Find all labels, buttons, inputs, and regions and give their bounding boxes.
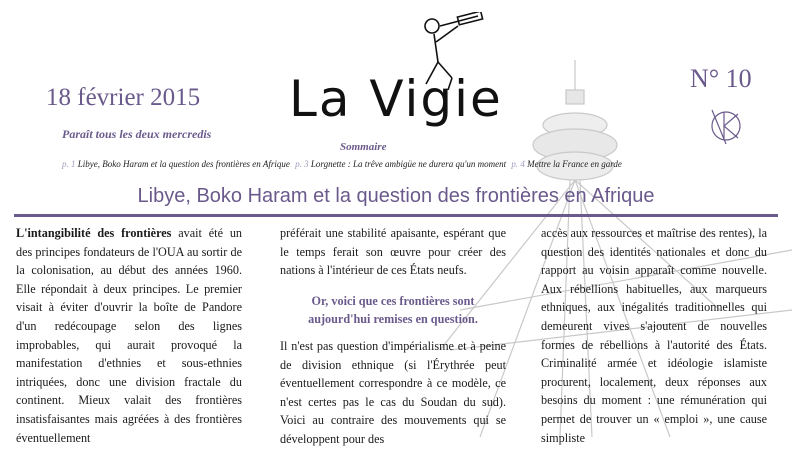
headline-divider bbox=[14, 214, 778, 217]
pull-quote: Or, voici que ces frontières sont aujourd'hui remises en question. bbox=[308, 293, 478, 327]
toc-page-number: p. 1 bbox=[62, 159, 76, 169]
toc-item-title: Lorgnette : La trêve ambigüe ne durera qu'un moment bbox=[310, 159, 507, 169]
article-lead-in: L'intangibilité des frontières bbox=[16, 226, 172, 240]
article-paragraph: préférait une stabilité apaisante, espérant que le temps ferait son œuvre pour créer des nations à l'intérieur de ces États neufs. bbox=[280, 226, 506, 278]
toc-item-title: Mettre la France en garde bbox=[527, 159, 622, 169]
toc-item[interactable] bbox=[511, 159, 622, 169]
article-column-2 bbox=[280, 224, 506, 449]
article-column-3 bbox=[541, 224, 767, 447]
article-paragraph: accès aux ressources et maîtrise des rentes), la question des identités nationales et donc du rapport au voisin apparaît comme nouvelle. Aux rébellions habituelles, aux marqueurs ethniques, aux inégalités traditionnelles qui demeurent vives s'ajoutent de nouvelles formes de rébellions à l'autorité des États. Criminalité armée et idéologie islamiste procurent, localement, deux réponses aux besoins du moment : une rémunération qui permet de trouver un « emploi », une cause simpliste bbox=[541, 226, 767, 445]
article-headline: Libye, Boko Haram et la question des frontières en Afrique bbox=[137, 185, 655, 207]
newspaper-title: La Vigie bbox=[289, 70, 503, 128]
issue-date: 18 février 2015 bbox=[46, 84, 201, 111]
vk-monogram-icon bbox=[706, 104, 746, 148]
issue-number: N° 10 bbox=[690, 64, 752, 93]
sommaire-label: Sommaire bbox=[340, 141, 387, 153]
toc-page-number: p. 4 bbox=[511, 159, 525, 169]
article-text: avait été un des principes fondateurs de l'OUA au sortir de la colonisation, au début des années 1960. Elle répondait à deux principes. Le premier visait à éviter d'ouvrir la boîte de Pandore d'un redécoupage selon des lignes improbables, qui aurait provoqué la manifestation d'ethnies et sous-ethnies intriquées, donc une division fractale du continent. Mieux valait des frontières insatisfaisantes mais agréées à des frontières éventuellement bbox=[16, 226, 243, 445]
table-of-contents bbox=[62, 159, 625, 169]
article-paragraph bbox=[16, 224, 242, 447]
toc-page-number: p. 3 bbox=[295, 159, 309, 169]
toc-item[interactable] bbox=[62, 159, 292, 169]
toc-item[interactable] bbox=[295, 159, 508, 169]
publication-frequency: Paraît tous les deux mercredis bbox=[62, 127, 212, 141]
toc-item-title: Libye, Boko Haram et la question des frontières en Afrique bbox=[77, 159, 290, 169]
article-paragraph: Il n'est pas question d'impérialisme et à peine de division ethnique (si l'Érythrée peut éventuellement correspondre à ce modèle, ce n'est certes pas le cas du Soudan du sud). Voici au contraire des mouvements qui se développent pour des bbox=[280, 338, 506, 446]
article-column-1 bbox=[16, 224, 242, 447]
